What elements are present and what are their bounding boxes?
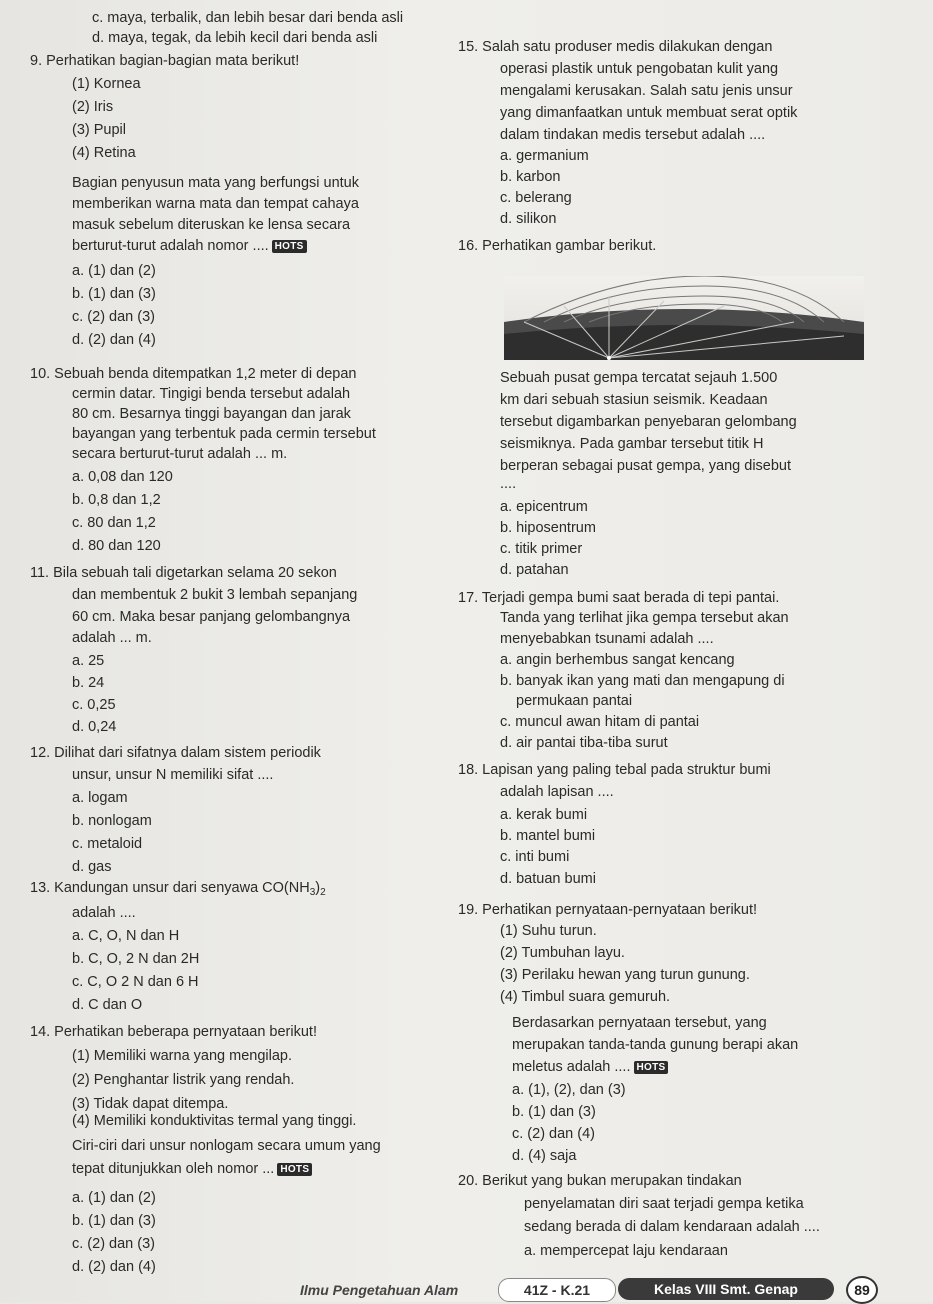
q15-line: yang dimanfaatkan untuk membuat serat optik (500, 105, 798, 121)
q17-option-a: a. angin berhembus sangat kencang (500, 652, 735, 668)
q9-body-text: berturut-turut adalah nomor .... (72, 238, 269, 254)
q9-option-a: a. (1) dan (2) (72, 263, 156, 279)
q10-option-d: d. 80 dan 120 (72, 538, 161, 554)
q11-option-c: c. 0,25 (72, 697, 116, 713)
q14-item: (3) Tidak dapat ditempa. (72, 1096, 229, 1112)
q18-option-d: d. batuan bumi (500, 871, 596, 887)
q9-item: (2) Iris (72, 99, 114, 115)
q16-option-a: a. epicentrum (500, 499, 588, 515)
page-footer (0, 1276, 933, 1302)
q11-line: dan membentuk 2 bukit 3 lembah sepanjang (72, 587, 358, 603)
q19-item: (1) Suhu turun. (500, 923, 597, 939)
footer-subject: Ilmu Pengetahuan Alam (300, 1282, 459, 1298)
q9-item: (3) Pupil (72, 122, 126, 138)
footer-class: Kelas VIII Smt. Genap (618, 1278, 834, 1300)
q18-option-c: c. inti bumi (500, 849, 570, 865)
hots-badge: HOTS (634, 1061, 669, 1074)
q19-option-c: c. (2) dan (4) (512, 1126, 595, 1142)
q14-item: (1) Memiliki warna yang mengilap. (72, 1048, 292, 1064)
q17-option-b: b. banyak ikan yang mati dan mengapung di (500, 673, 785, 689)
q9-item: (4) Retina (72, 145, 136, 161)
q16-option-b: b. hiposentrum (500, 520, 596, 536)
q14-option-b: b. (1) dan (3) (72, 1213, 156, 1229)
q15-line: operasi plastik untuk pengobatan kulit yang (500, 61, 779, 77)
q19-option-a: a. (1), (2), dan (3) (512, 1082, 626, 1098)
q17-line: menyebabkan tsunami adalah .... (500, 631, 714, 647)
q13-line2: adalah .... (72, 905, 136, 921)
q14-body-last (72, 1159, 312, 1180)
q13-option-b: b. C, O, 2 N dan 2H (72, 951, 200, 967)
q17-option-c: c. muncul awan hitam di pantai (500, 714, 700, 730)
q11-line: 11. Bila sebuah tali digetarkan selama 20 sekon (30, 565, 337, 581)
q11-option-d: d. 0,24 (72, 719, 117, 735)
q9-option-d: d. (2) dan (4) (72, 332, 156, 348)
q14-item: (2) Penghantar listrik yang rendah. (72, 1072, 295, 1088)
q10-line: 10. Sebuah benda ditempatkan 1,2 meter di depan (30, 366, 357, 382)
q19-body-text: meletus adalah .... (512, 1059, 631, 1075)
q14-body: Ciri-ciri dari unsur nonlogam secara umum yang (72, 1138, 381, 1154)
q10-line: secara berturut-turut adalah ... m. (72, 446, 288, 462)
q15-option-d: d. silikon (500, 211, 557, 227)
q11-line: 60 cm. Maka besar panjang gelombangnya (72, 609, 351, 625)
q8-option-c: c. maya, terbalik, dan lebih besar dari benda asli (92, 10, 404, 26)
q10-option-a: a. 0,08 dan 120 (72, 469, 173, 485)
q15-line: dalam tindakan medis tersebut adalah .... (500, 127, 766, 143)
q15-line: 15. Salah satu produser medis dilakukan dengan (458, 39, 773, 55)
q12-option-a: a. logam (72, 790, 128, 806)
q9-body: memberikan warna mata dan tempat cahaya (72, 196, 359, 212)
footer-code: 41Z - K.21 (498, 1278, 616, 1302)
q11-option-a: a. 25 (72, 653, 105, 669)
q13-option-c: c. C, O 2 N dan 6 H (72, 974, 199, 990)
q10-option-b: b. 0,8 dan 1,2 (72, 492, 161, 508)
q11-option-b: b. 24 (72, 675, 105, 691)
q19-item: (3) Perilaku hewan yang turun gunung. (500, 967, 750, 983)
hots-badge: HOTS (272, 240, 307, 253)
q14-stem: 14. Perhatikan beberapa pernyataan berikut! (30, 1024, 317, 1040)
q10-line: bayangan yang terbentuk pada cermin tersebut (72, 426, 376, 442)
q12-option-d: d. gas (72, 859, 112, 875)
hots-badge: HOTS (277, 1163, 312, 1176)
page-number: 89 (846, 1276, 878, 1304)
q16-line: tersebut digambarkan penyebaran gelombang (500, 414, 797, 430)
seismic-wave-figure (504, 276, 864, 360)
focus-point-marker (607, 356, 611, 360)
q15-option-b: b. karbon (500, 169, 561, 185)
q18-option-a: a. kerak bumi (500, 807, 588, 823)
q15-line: mengalami kerusakan. Salah satu jenis unsur (500, 83, 793, 99)
q14-option-a: a. (1) dan (2) (72, 1190, 156, 1206)
q9-option-b: b. (1) dan (3) (72, 286, 156, 302)
q9-body: masuk sebelum diteruskan ke lensa secara (72, 217, 351, 233)
q10-line: 80 cm. Besarnya tinggi bayangan dan jarak (72, 406, 351, 422)
q16-stem: 16. Perhatikan gambar berikut. (458, 238, 657, 254)
q20-line: penyelamatan diri saat terjadi gempa ketika (524, 1196, 804, 1212)
q8-option-d: d. maya, tegak, da lebih kecil dari benda asli (92, 30, 378, 46)
q9-body-last (72, 236, 307, 257)
q19-body-last (512, 1057, 668, 1078)
q19-option-b: b. (1) dan (3) (512, 1104, 596, 1120)
q20-option-a: a. mempercepat laju kendaraan (524, 1243, 728, 1259)
q17-line: Tanda yang terlihat jika gempa tersebut akan (500, 610, 789, 626)
q13-subscript: 2 (320, 887, 326, 898)
deep-layer (504, 325, 864, 360)
q19-body: Berdasarkan pernyataan tersebut, yang (512, 1015, 767, 1031)
q13-option-d: d. C dan O (72, 997, 143, 1013)
q13-subscript: 3 (309, 887, 316, 898)
q14-option-c: c. (2) dan (3) (72, 1236, 155, 1252)
q10-option-c: c. 80 dan 1,2 (72, 515, 156, 531)
q13-stem-text: 13. Kandungan unsur dari senyawa CO(NH (30, 880, 310, 896)
q12-line: 12. Dilihat dari sifatnya dalam sistem periodik (30, 745, 321, 761)
q17-option-b-cont: permukaan pantai (516, 693, 633, 709)
q12-option-c: c. metaloid (72, 836, 143, 852)
q15-option-a: a. germanium (500, 148, 589, 164)
q16-line: .... (500, 476, 517, 492)
q17-option-d: d. air pantai tiba-tiba surut (500, 735, 668, 751)
q14-option-d: d. (2) dan (4) (72, 1259, 156, 1275)
q18-line: adalah lapisan .... (500, 784, 614, 800)
q13-paren: ) (315, 880, 321, 896)
q12-option-b: b. nonlogam (72, 813, 152, 829)
q16-line: Sebuah pusat gempa tercatat sejauh 1.500 (500, 370, 778, 386)
q16-option-d: d. patahan (500, 562, 569, 578)
q18-option-b: b. mantel bumi (500, 828, 596, 844)
q9-body: Bagian penyusun mata yang berfungsi untuk (72, 175, 359, 191)
q11-line: adalah ... m. (72, 630, 152, 646)
q9-option-c: c. (2) dan (3) (72, 309, 155, 325)
q17-line: 17. Terjadi gempa bumi saat berada di tepi pantai. (458, 590, 780, 606)
q18-line: 18. Lapisan yang paling tebal pada struktur bumi (458, 762, 771, 778)
q14-body-text: tepat ditunjukkan oleh nomor ... (72, 1161, 275, 1177)
q13-stem (30, 878, 326, 903)
q9-stem: 9. Perhatikan bagian-bagian mata berikut! (30, 53, 300, 69)
q9-item: (1) Kornea (72, 76, 141, 92)
q12-line: unsur, unsur N memiliki sifat .... (72, 767, 274, 783)
q16-line: seismiknya. Pada gambar tersebut titik H (500, 436, 764, 452)
q19-body: merupakan tanda-tanda gunung berapi akan (512, 1037, 799, 1053)
q10-line: cermin datar. Tingigi benda tersebut adalah (72, 386, 351, 402)
q15-option-c: c. belerang (500, 190, 572, 206)
q14-item: (4) Memiliki konduktivitas termal yang tinggi. (72, 1113, 357, 1129)
q13-option-a: a. C, O, N dan H (72, 928, 180, 944)
q19-option-d: d. (4) saja (512, 1148, 577, 1164)
q16-line: berperan sebagai pusat gempa, yang disebut (500, 458, 792, 474)
q16-option-c: c. titik primer (500, 541, 583, 557)
q20-line: 20. Berikut yang bukan merupakan tindakan (458, 1173, 742, 1189)
q19-stem: 19. Perhatikan pernyataan-pernyataan berikut! (458, 902, 758, 918)
q20-line: sedang berada di dalam kendaraan adalah .... (524, 1219, 820, 1235)
q19-item: (4) Timbul suara gemuruh. (500, 989, 671, 1005)
q19-item: (2) Tumbuhan layu. (500, 945, 625, 961)
q16-line: km dari sebuah stasiun seismik. Keadaan (500, 392, 768, 408)
